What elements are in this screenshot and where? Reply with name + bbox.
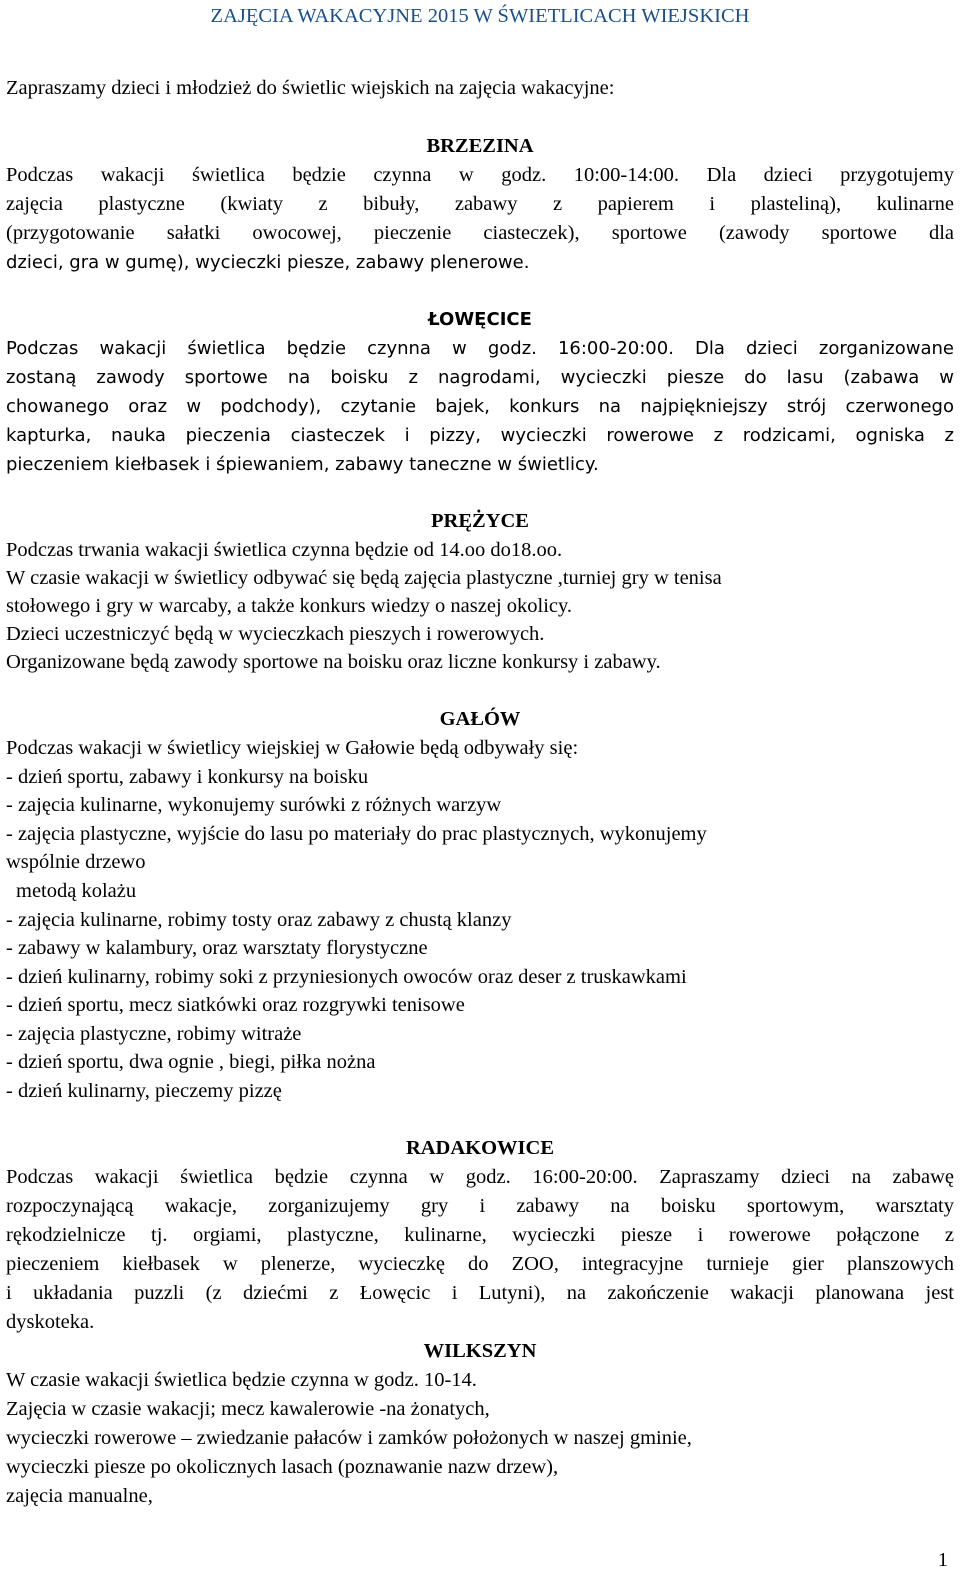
lowecice-line: kapturka, nauka pieczenia ciasteczek i pizzy, wycieczki rowerowe z rodzicami, ogniska z: [6, 425, 954, 446]
prezyce-line: W czasie wakacji w świetlicy odbywać się będą zajęcia plastyczne ,turniej gry w tenisa: [6, 567, 722, 589]
prezyce-line: Organizowane będą zawody sportowe na boisku oraz liczne konkursy i zabawy.: [6, 651, 661, 673]
galow-list-item: metodą kolażu: [16, 880, 137, 902]
page-title: ZAJĘCIA WAKACYJNE 2015 W ŚWIETLICACH WIEJSKICH: [210, 5, 750, 27]
galow-list-item: - zajęcia kulinarne, wykonujemy surówki z różnych warzyw: [6, 794, 502, 816]
section-heading-lowecice: ŁOWĘCICE: [428, 309, 532, 330]
wilkszyn-line: zajęcia manualne,: [6, 1485, 153, 1507]
galow-list-item: wspólnie drzewo: [6, 851, 146, 873]
galow-line: Podczas wakacji w świetlicy wiejskiej w Gałowie będą odbywały się:: [6, 737, 579, 759]
intro-text: Zapraszamy dzieci i młodzież do świetlic wiejskich na zajęcia wakacyjne:: [6, 77, 615, 99]
wilkszyn-line: wycieczki piesze po okolicznych lasach (poznawanie nazw drzew),: [6, 1456, 559, 1478]
prezyce-line: stołowego i gry w warcaby, a także konkurs wiedzy o naszej okolicy.: [6, 595, 573, 617]
radakowice-line: rozpoczynającą wakacje, zorganizujemy gry i zabawy na boisku sportowym, warsztaty: [6, 1195, 954, 1217]
galow-list-item: - dzień kulinarny, pieczemy pizzę: [6, 1080, 282, 1102]
galow-list-item: - dzień sportu, mecz siatkówki oraz rozgrywki tenisowe: [6, 994, 465, 1016]
brzezina-line: zajęcia plastyczne (kwiaty z bibuły, zabawy z papierem i plasteliną), kulinarne: [6, 193, 954, 215]
prezyce-line: Dzieci uczestniczyć będą w wycieczkach pieszych i rowerowych.: [6, 623, 545, 645]
wilkszyn-line: Zajęcia w czasie wakacji; mecz kawalerowie -na żonatych,: [6, 1398, 490, 1420]
galow-list-item: - dzień kulinarny, robimy soki z przyniesionych owoców oraz deser z truskawkami: [6, 966, 687, 988]
radakowice-line: Podczas wakacji świetlica będzie czynna w godz. 16:00-20:00. Zapraszamy dzieci na zabawę: [6, 1166, 954, 1188]
radakowice-line: rękodzielnicze tj. orgiami, plastyczne, kulinarne, wycieczki piesze i rowerowe połączone z: [6, 1224, 954, 1246]
galow-list-item: - dzień sportu, zabawy i konkursy na boisku: [6, 766, 369, 788]
page-number: 1: [937, 1549, 948, 1571]
radakowice-line: i układania puzzli (z dziećmi z Łowęcic i Lutyni), na zakończenie wakacji planowana jest: [6, 1282, 954, 1304]
lowecice-line: chowanego oraz w podchody), czytanie bajek, konkurs na najpiękniejszy strój czerwonego: [6, 396, 954, 417]
galow-list-item: - dzień sportu, dwa ognie , biegi, piłka nożna: [6, 1051, 376, 1073]
brzezina-line: (przygotowanie sałatki owocowej, pieczenie ciasteczek), sportowe (zawody sportowe dla: [6, 222, 954, 244]
prezyce-line: Podczas trwania wakacji świetlica czynna będzie od 14.oo do18.oo.: [6, 539, 563, 561]
wilkszyn-line: W czasie wakacji świetlica będzie czynna w godz. 10-14.: [6, 1369, 477, 1391]
section-heading-radakowice: RADAKOWICE: [405, 1137, 555, 1159]
section-heading-wilkszyn: WILKSZYN: [423, 1340, 537, 1362]
radakowice-line: dyskoteka.: [6, 1311, 95, 1333]
lowecice-line: pieczeniem kiełbasek i śpiewaniem, zabawy taneczne w świetlicy.: [6, 454, 599, 475]
section-heading-brzezina: BRZEZINA: [426, 135, 534, 157]
section-heading-galow: GAŁÓW: [439, 708, 521, 730]
lowecice-line: zostaną zawody sportowe na boisku z nagrodami, wycieczki piesze do lasu (zabawa w: [6, 367, 954, 388]
radakowice-line: pieczeniem kiełbasek w plenerze, wycieczkę do ZOO, integracyjne turnieje gier planszowych: [6, 1253, 954, 1275]
galow-list-item: - zajęcia plastyczne, robimy witraże: [6, 1023, 302, 1045]
galow-list-item: - zajęcia kulinarne, robimy tosty oraz zabawy z chustą klanzy: [6, 909, 512, 931]
wilkszyn-line: wycieczki rowerowe – zwiedzanie pałaców i zamków położonych w naszej gminie,: [6, 1427, 692, 1449]
lowecice-line: Podczas wakacji świetlica będzie czynna w godz. 16:00-20:00. Dla dzieci zorganizowane: [6, 338, 954, 359]
brzezina-line: dzieci, gra w gumę), wycieczki piesze, zabawy plenerowe.: [6, 252, 530, 273]
brzezina-line: Podczas wakacji świetlica będzie czynna w godz. 10:00-14:00. Dla dzieci przygotujemy: [6, 164, 954, 186]
galow-list-item: - zajęcia plastyczne, wyjście do lasu po materiały do prac plastycznych, wykonujemy: [6, 823, 707, 845]
section-heading-prezyce: PRĘŻYCE: [431, 510, 529, 532]
galow-list-item: - zabawy w kalambury, oraz warsztaty florystyczne: [6, 937, 428, 959]
